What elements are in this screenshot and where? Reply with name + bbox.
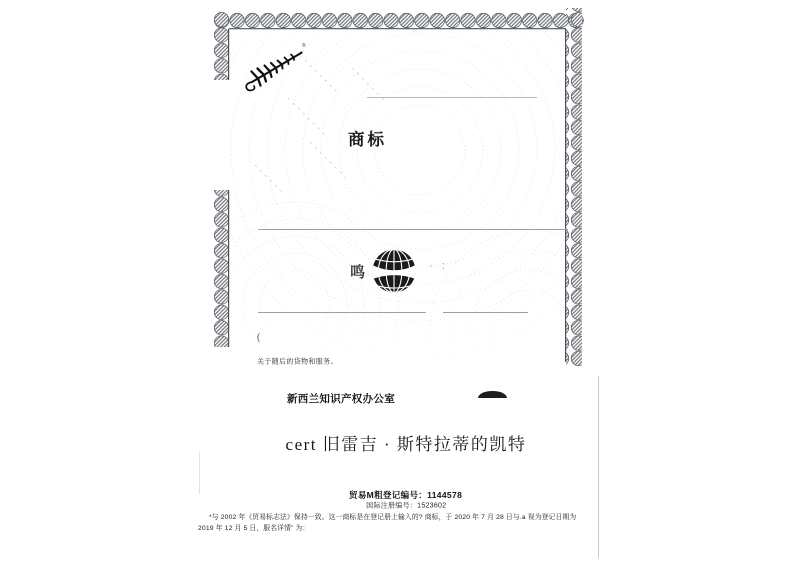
mark-box-bottom-rule-left: [258, 312, 426, 313]
mark-character: 鸣: [350, 264, 366, 281]
footnote-line-2: 2019 年 12 月 5 日，服名详情” 为：: [198, 524, 310, 533]
intl-registration-label: 国际注册编号：: [365, 501, 417, 510]
issuing-office: 新西兰知识产权办公室: [287, 393, 395, 405]
certificate-title: 商标: [348, 131, 387, 149]
footnote-line-1: *与 2002 年《贸易标志法》保持一致。这一商标是在登记册上输入的? 商标，于 2020 年 7 月 28 日与.a 视为登记日期为: [209, 513, 577, 522]
scan-artifact-dots: · :: [429, 260, 448, 272]
header-rule: [367, 97, 537, 98]
globe-logo-icon: [371, 241, 417, 301]
paper-edge-right: [598, 376, 599, 558]
mark-box-top-rule: [258, 229, 568, 230]
scan-artifact-paren: (: [257, 332, 261, 343]
registration-number: 1144578: [427, 491, 463, 501]
guilloche-texture: [192, 0, 630, 438]
holder-name: cert 旧雷吉 · 斯特拉蒂的凯特: [285, 435, 527, 454]
goods-services-note: 关于随后的货物和服务。: [257, 357, 338, 366]
fern-logo-icon: [246, 51, 302, 90]
mark-box-bottom-rule-right: [443, 312, 528, 313]
intl-registration-number: 1523602: [416, 501, 447, 510]
registration-label: 贸易M粗登记编号：: [349, 491, 428, 501]
registered-trademark-icon: ®: [302, 43, 306, 49]
stamp-arc-artifact: [478, 391, 507, 398]
